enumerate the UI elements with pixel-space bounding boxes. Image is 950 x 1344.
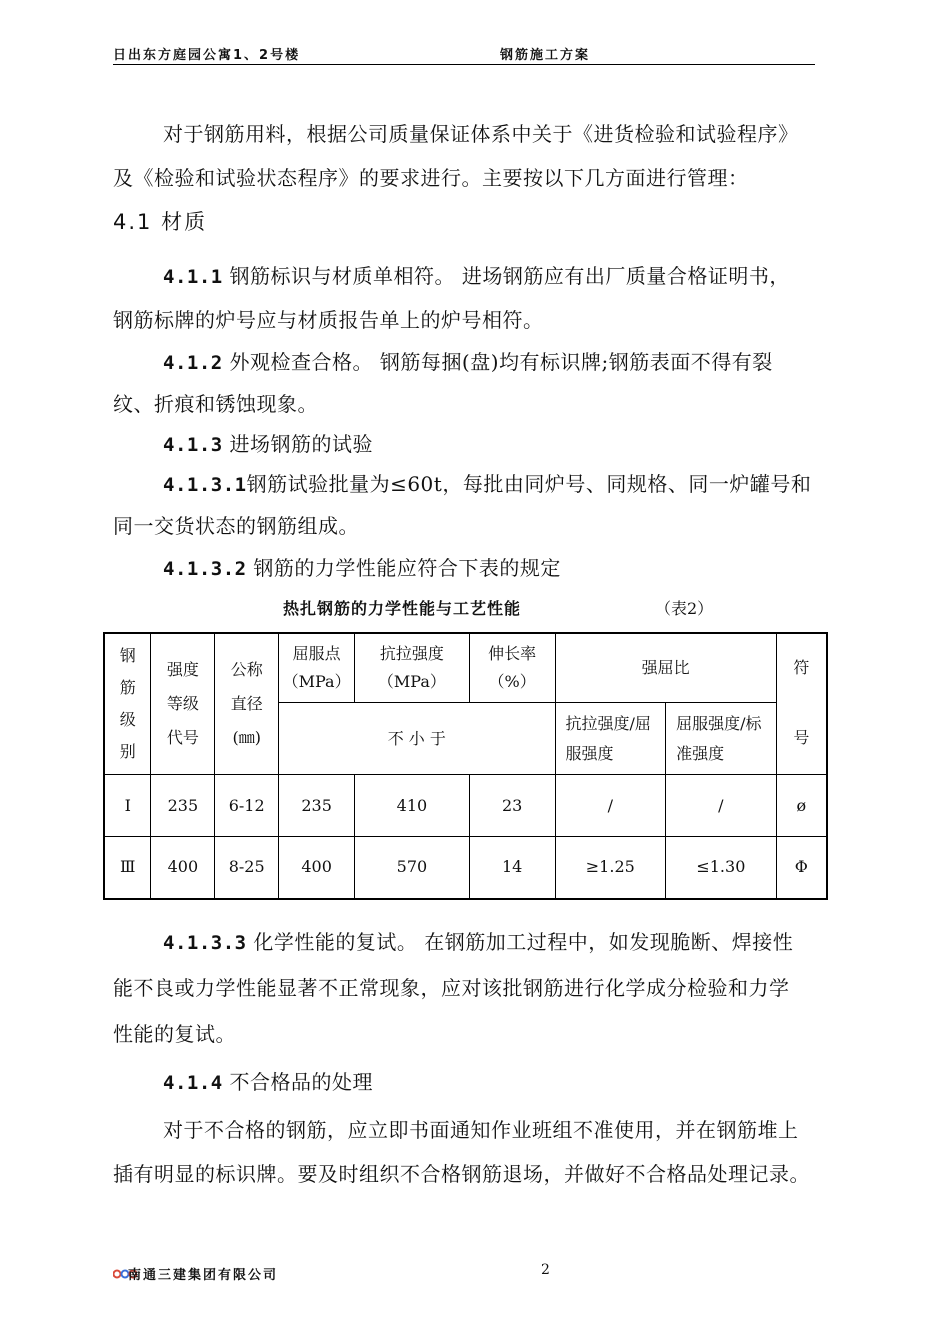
header-elongation-label: 伸长率 bbox=[488, 644, 537, 664]
item-4-1-3-3-cont-2: 性能的复试。 bbox=[113, 1022, 236, 1046]
header-rule bbox=[113, 64, 815, 65]
table-reference: （表2） bbox=[655, 599, 714, 618]
item-number: 4.1.2 bbox=[163, 352, 223, 374]
item-text: 钢筋试验批量为≤60t，每批由同炉号、同规格、同一炉罐号和 bbox=[246, 472, 812, 496]
item-number: 4.1.1 bbox=[163, 266, 223, 288]
cell-yield: 235 bbox=[279, 775, 355, 837]
item-4-1-3-3-cont-1: 能不良或力学性能显著不正常现象，应对该批钢筋进行化学成分检验和力学 bbox=[113, 976, 790, 1000]
header-doc-title: 钢筋施工方案 bbox=[500, 48, 591, 63]
item-4-1-2 bbox=[163, 350, 773, 375]
paragraph-line-1: 对于不合格的钢筋，应立即书面通知作业班组不准使用，并在钢筋堆上 bbox=[163, 1118, 799, 1142]
item-4-1-2-cont: 纹、折痕和锈蚀现象。 bbox=[113, 392, 318, 416]
cell-code: 400 bbox=[151, 837, 215, 899]
item-4-1-3-2 bbox=[163, 556, 561, 581]
header-ratio: 强屈比 bbox=[555, 633, 776, 703]
cell-symbol: Φ bbox=[776, 837, 827, 899]
cell-grade: Ⅲ bbox=[104, 837, 151, 899]
cell-elongation: 23 bbox=[469, 775, 555, 837]
item-text: 钢筋的力学性能应符合下表的规定 bbox=[246, 556, 561, 580]
header-yield-unit: （MPa） bbox=[282, 672, 351, 692]
cell-diameter: 8-25 bbox=[215, 837, 279, 899]
cell-code: 235 bbox=[151, 775, 215, 837]
item-number: 4.1.4 bbox=[163, 1072, 223, 1094]
cell-ratio-1: / bbox=[555, 775, 666, 837]
page-number: 2 bbox=[541, 1262, 550, 1278]
item-text: 不合格品的处理 bbox=[222, 1070, 374, 1094]
header-elongation-unit: （%） bbox=[488, 672, 536, 692]
cell-symbol: ø bbox=[776, 775, 827, 837]
cell-tensile: 570 bbox=[355, 837, 470, 899]
item-number: 4.1.3.3 bbox=[163, 932, 247, 954]
header-yield bbox=[279, 633, 355, 703]
mechanical-properties-table bbox=[103, 632, 828, 900]
table-row bbox=[104, 837, 827, 899]
cell-diameter: 6-12 bbox=[215, 775, 279, 837]
header-tensile bbox=[355, 633, 470, 703]
item-text: 进场钢筋的试验 bbox=[222, 432, 374, 456]
header-grade: 钢筋级别 bbox=[104, 633, 151, 775]
item-number: 4.1.3 bbox=[163, 434, 223, 456]
header-tensile-unit: （MPa） bbox=[377, 672, 446, 692]
cell-grade: Ⅰ bbox=[104, 775, 151, 837]
paragraph-line-2: 插有明显的标识牌。要及时组织不合格钢筋退场，并做好不合格品处理记录。 bbox=[113, 1162, 810, 1186]
cell-ratio-2: ≤1.30 bbox=[666, 837, 777, 899]
header-symbol-top: 符 bbox=[776, 633, 827, 703]
header-ratio-tensile-yield: 抗拉强度/屈服强度 bbox=[555, 703, 666, 775]
item-text: 钢筋标识与材质单相符。 进场钢筋应有出厂质量合格证明书， bbox=[222, 264, 790, 288]
header-ratio-yield-standard: 屈服强度/标准强度 bbox=[666, 703, 777, 775]
intro-line-1: 对于钢筋用料，根据公司质量保证体系中关于《进货检验和试验程序》 bbox=[163, 122, 799, 146]
item-4-1-3-3 bbox=[163, 930, 793, 955]
header-code: 强度等级代号 bbox=[151, 633, 215, 775]
header-diameter: 公称直径(㎜) bbox=[215, 633, 279, 775]
item-4-1-3-1-cont: 同一交货状态的钢筋组成。 bbox=[113, 514, 359, 538]
item-text: 化学性能的复试。 在钢筋加工过程中，如发现脆断、焊接性 bbox=[246, 930, 794, 954]
item-number: 4.1.3.2 bbox=[163, 558, 247, 580]
cell-elongation: 14 bbox=[469, 837, 555, 899]
cell-ratio-1: ≥1.25 bbox=[555, 837, 666, 899]
table-row bbox=[104, 775, 827, 837]
table-caption: 热扎钢筋的力学性能与工艺性能 bbox=[283, 599, 522, 618]
header-not-less-than: 不 小 于 bbox=[279, 703, 555, 775]
item-number: 4.1.3.1 bbox=[163, 474, 247, 496]
item-4-1-4 bbox=[163, 1070, 373, 1095]
intro-line-2: 及《检验和试验状态程序》的要求进行。主要按以下几方面进行管理： bbox=[113, 166, 749, 190]
cell-tensile: 410 bbox=[355, 775, 470, 837]
item-text: 外观检查合格。 钢筋每捆(盘)均有标识牌;钢筋表面不得有裂 bbox=[222, 350, 773, 374]
header-yield-label: 屈服点 bbox=[292, 644, 341, 664]
cell-yield: 400 bbox=[279, 837, 355, 899]
header-project-name: 日出东方庭园公寓1、2号楼 bbox=[113, 48, 301, 63]
item-4-1-3 bbox=[163, 432, 373, 457]
header-tensile-label: 抗拉强度 bbox=[379, 644, 444, 664]
header-symbol-bottom: 号 bbox=[776, 703, 827, 775]
cell-ratio-2: / bbox=[666, 775, 777, 837]
header-elongation bbox=[469, 633, 555, 703]
section-title: 4.1 材质 bbox=[113, 210, 208, 234]
item-4-1-3-1 bbox=[163, 472, 811, 497]
footer-company: 南通三建集团有限公司 bbox=[128, 1268, 279, 1283]
item-4-1-1-cont: 钢筋标牌的炉号应与材质报告单上的炉号相符。 bbox=[113, 308, 544, 332]
item-4-1-1 bbox=[163, 264, 790, 289]
